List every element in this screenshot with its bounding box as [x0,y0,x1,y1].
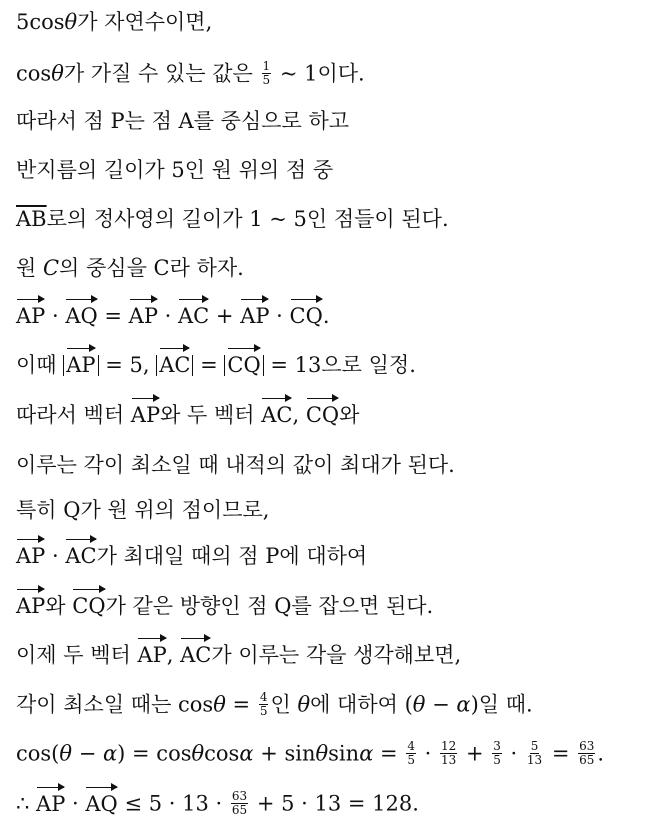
denominator: 5 [493,752,501,767]
theta: θ [64,10,78,34]
text: ) = cos [117,741,192,766]
denominator: 13 [441,752,457,767]
text: = 5, [98,353,157,377]
text: 이제 두 벡터 [16,643,138,667]
vector-ap: AP [66,345,95,376]
text: 이루는 각이 최소일 때 내적의 값이 최대가 된다. [16,453,455,477]
text: 원 [16,256,43,280]
line-6 [16,258,244,279]
text: 따라서 점 P는 점 A를 중심으로 하고 [16,109,350,133]
alpha: α [456,692,471,717]
text: 와 [339,403,360,427]
fraction [526,740,543,766]
text: + sin [253,741,316,766]
vector-ap: AP [16,586,45,617]
theta: θ [213,692,226,717]
dot-operator: · [417,741,438,766]
denominator: 65 [579,752,595,767]
text: ≤ 5 · 13 · [117,791,229,816]
text: 와 두 벡터 [160,403,262,427]
text: 로의 정사영의 길이가 1 ~ 5인 점들이 된다. [46,207,449,231]
fraction [578,740,595,766]
theta: θ [412,692,426,717]
text: . [597,741,605,766]
fraction [259,691,269,717]
norm [63,355,98,376]
denominator: 5 [259,703,268,718]
dot-operator: · [269,304,290,328]
numerator: 4 [407,739,415,753]
text: 따라서 벡터 [16,403,131,427]
text: 특히 Q가 원 위의 점이므로, [16,498,270,522]
dot-operator: · [503,741,524,766]
vector-cq: CQ [227,345,260,376]
numerator: 3 [493,739,501,753]
alpha: α [102,741,118,766]
vector-ap: AP [16,536,45,567]
alpha: α [359,741,374,766]
denominator: 13 [526,752,543,767]
text: )일 때. [470,692,533,717]
text: = 13으로 일정. [263,353,416,377]
dot-operator: · [157,304,178,328]
line-8 [16,355,416,376]
line-11 [16,500,269,521]
therefore-symbol: ∴ [16,791,37,816]
numerator: 4 [259,690,268,704]
vector-cq: CQ [72,586,105,617]
numerator: 63 [579,739,595,753]
text: cos( [16,741,60,766]
operator: + [459,741,491,766]
theta: θ [59,741,73,766]
theta: θ [315,741,329,766]
text: 이때 [16,353,64,377]
numerator: 5 [530,739,539,753]
text: 각이 최소일 때는 cos [16,692,214,717]
line-12 [16,546,367,567]
vector-aq: AQ [85,784,117,815]
alpha: α [239,741,254,766]
line-1 [16,12,212,33]
operator: = [97,304,129,328]
circle-c: C [42,256,60,280]
fraction [406,740,416,766]
dot-operator: · [45,544,66,568]
text: 반지름의 길이가 5인 원 위의 점 중 [16,158,334,182]
vector-ac: AC [159,345,190,376]
line-13 [16,596,433,617]
vector-cq: CQ [306,395,339,426]
line-16 [16,739,605,768]
theta: θ [191,741,205,766]
vector-ac: AC [178,296,209,327]
segment-ab: $\overline{AB}$ [16,207,47,231]
text: ~ 1이다. [273,61,365,86]
fraction [440,740,457,766]
vector-ac: AC [180,635,211,666]
theta: θ [51,61,64,86]
denominator: 5 [407,752,415,767]
denominator: 65 [231,802,248,817]
vector-ap: AP [16,296,45,327]
vector-aq: AQ [65,296,97,327]
operator: = [545,741,577,766]
dot-operator: · [65,791,86,816]
dot-operator: · [45,304,66,328]
operator: + [209,304,241,328]
text: . [322,304,330,328]
text: + 5 · 13 = 128. [250,791,419,816]
line-7 [16,306,330,327]
text: 와 [45,594,73,618]
fraction [231,790,248,816]
text: 5cos [16,10,65,34]
fraction [262,60,272,86]
text: 에 대하여 ( [310,692,413,717]
text: 가 가질 수 있는 값은 [63,61,260,86]
text: 가 최대일 때의 점 P에 대하여 [96,544,368,568]
text: cos [16,61,52,86]
line-2 [16,59,365,88]
line-17 [16,789,419,818]
text: 의 중심을 C라 하자. [59,256,244,280]
text: 가 자연수이면, [77,10,213,34]
line-10 [16,455,455,476]
fraction [492,740,502,766]
text: 가 이루는 각을 생각해보면, [211,643,462,667]
vector-ac: AC [65,536,96,567]
operator: − [72,741,103,766]
vector-ac: AC [261,395,292,426]
vector-ap: AP [36,784,65,815]
norm [224,355,263,376]
numerator: 1 [262,59,271,73]
vector-ap: AP [240,296,269,327]
vector-ap: AP [137,635,166,666]
numerator: 63 [231,789,248,803]
text: cos [204,741,240,766]
line-5 [16,209,449,230]
operator: = [373,741,405,766]
line-15 [16,690,533,719]
text: sin [328,741,360,766]
line-3 [16,111,349,132]
text: 인 [270,692,298,717]
line-4 [16,160,333,181]
operator: = [193,353,225,377]
text: 가 같은 방향인 점 Q를 잡으면 된다. [105,594,434,618]
text: , [292,403,306,427]
line-9 [16,405,359,426]
numerator: 12 [441,739,457,753]
vector-ap: AP [131,395,160,426]
operator: − [425,692,457,717]
vector-ap: AP [129,296,158,327]
text: , [166,643,181,667]
vector-cq: CQ [290,296,323,327]
line-14 [16,645,461,666]
denominator: 5 [262,72,271,87]
operator: = [225,692,257,717]
norm [156,355,193,376]
theta: θ [297,692,311,717]
